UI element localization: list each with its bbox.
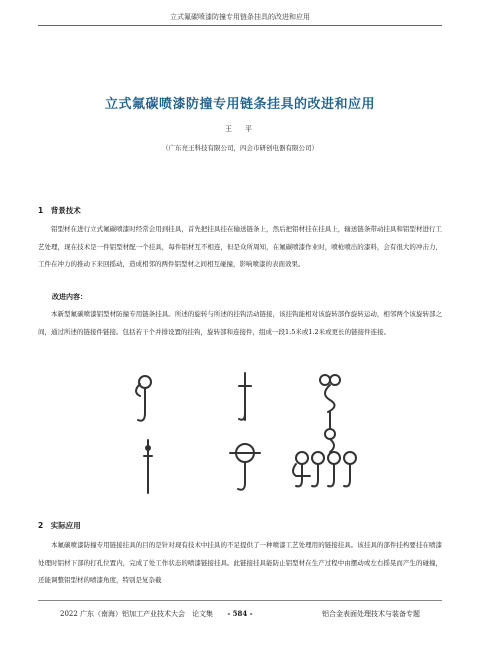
footer-divider: [38, 600, 442, 601]
hook-drawing-1: [136, 376, 151, 421]
affiliation: （广东亮王科技有限公司，四会市研创电器有限公司）: [162, 144, 318, 152]
author: 王 平: [225, 125, 255, 133]
rod-drawing-1: [239, 373, 251, 420]
section-heading-application: 2 实际应用: [38, 521, 81, 530]
footer-topic: 铝合金表面处理技术与装备专题: [322, 610, 420, 618]
application-paragraph: 本氟碳喷漆防撞专用链接挂具的目的是针对现有技术中挂具的不足提供了一种喷漆工艺处理用的链接挂具。该挂具的部件挂构要挂在喷漆处理时铝材下部的打孔位置内，完成了处工作状态的喷漆链接挂具。此链接挂具能防止铝型材在生产过程中由摆动或左右摇晃而产生的碰撞，还能调整铝型材的喷漆角度，特别是复杂截: [38, 541, 442, 584]
chain-drawing-2: [293, 452, 356, 486]
chain-drawing-1: [320, 375, 340, 452]
hanger-figure: [110, 368, 380, 498]
paper-title: 立式氟碳喷漆防撞专用链条挂具的改进和应用: [104, 97, 375, 112]
header-divider: [38, 25, 442, 26]
footer-conference: 2022 广东（南海）铝加工产业技术大会 论文集: [60, 610, 214, 618]
disc-drawing: [230, 444, 260, 490]
improvement-paragraph: 本新型氟碳喷漆铝型材防撞专用链条挂具。所述的旋转与所述的挂钩活动链接，该挂钩能相对该旋转部作旋转运动，相邻两个该旋转部之间，通过所述的链接件链接。包括若干个并排设置的挂钩，旋转部和连接件，组成一段1.5米或1.2米或更长的链接件连接。: [38, 310, 442, 336]
rod-drawing-2: [144, 440, 152, 493]
page-number: - 584 -: [227, 609, 253, 618]
section-heading-background: 1 背景技术: [38, 206, 81, 215]
background-paragraph: 铝型材在进行立式氟碳喷漆时经常会用到挂具，首先把挂具挂在输送链条上，然后把铝材挂在挂具上，输送链条带动挂具和铝型材进行工艺处理，现在技术是一件铝型材配一个挂具，每件铝材互不相连，但是众所周知，在氟碳喷漆作业时，喷枪喷出的漆料，会有很大的冲击力，工件在冲力的推动下来回摇动，造成相邻的两件铝型材之间相互碰撞，影响喷漆的表面效果。: [38, 225, 442, 268]
running-header: 立式氟碳喷漆防撞专用链条挂具的改进和应用: [170, 13, 310, 21]
improvement-heading: 改进内容：: [52, 293, 87, 301]
